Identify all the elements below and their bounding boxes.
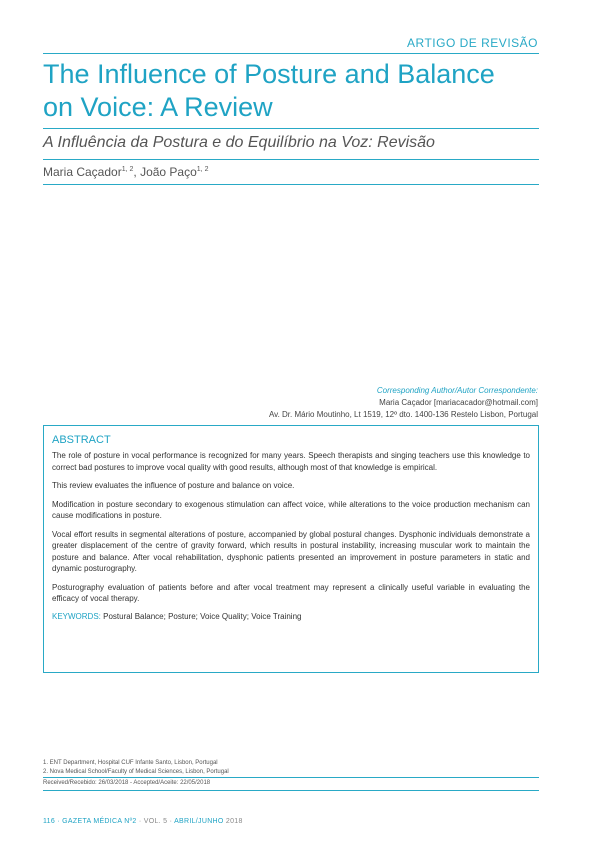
- section-label: ARTIGO DE REVISÃO: [407, 36, 538, 50]
- abstract-paragraph: The role of posture in vocal performance is recognized for many years. Speech therapists and singing teachers use this knowledge to correct bad postures to improve vocal quality with good results, although most of that knowledge is empirical.: [52, 451, 530, 472]
- correspondence-address: Av. Dr. Mário Moutinho, Lt 1519, 12º dto. 1400-136 Restelo Lisbon, Portugal: [268, 410, 538, 419]
- correspondence-block: [269, 385, 538, 421]
- affiliation-footnotes: [43, 759, 229, 777]
- article-title: [43, 58, 543, 124]
- author-separator: ,: [133, 165, 141, 179]
- journal-volume: · VOL. 5 ·: [138, 818, 175, 825]
- footnote-2: 2. Nova Medical School/Faculty of Medical Sciences, Lisbon, Portugal: [43, 769, 229, 775]
- author-list: [43, 165, 208, 179]
- author-affiliation: 1, 2: [196, 166, 209, 173]
- abstract-paragraph: Vocal effort results in segmental alterations of posture, accompanied by global postural changes. Dysphonic individuals demonstrate a greater displacement of the centre of gravity forward, which results in postural instability, increasing muscular work to maintain the posture and balance. After vocal rehabilitation, dysphonic patients presented an improvement in posture parameters in static and dynamic posturography.: [52, 529, 530, 573]
- footnotes-rule: [43, 777, 539, 778]
- journal-issue: ABRIL/JUNHO: [174, 818, 224, 825]
- header-rule: [43, 53, 539, 54]
- keywords-label: KEYWORDS:: [52, 611, 101, 621]
- author-affiliation: 1, 2: [121, 166, 134, 173]
- abstract-paragraph: Posturography evaluation of patients before and after vocal treatment may represent a clinically useful variable in evaluating the efficacy of vocal therapy.: [52, 582, 530, 603]
- author-name: Maria Caçador: [43, 165, 122, 179]
- author-name: João Paço: [140, 165, 197, 179]
- abstract-paragraph: This review evaluates the influence of posture and balance on voice.: [52, 481, 295, 490]
- correspondence-heading: Corresponding Author/Autor Correspondente:: [376, 386, 538, 395]
- page-number: 116: [43, 818, 56, 825]
- title-line-1: The Influence of Posture and Balance: [43, 59, 495, 89]
- authors-rule: [43, 184, 539, 185]
- footnote-1: 1. ENT Department, Hospital CUF Infante Santo, Lisbon, Portugal: [43, 760, 218, 766]
- page-footer: [43, 818, 243, 825]
- dates-rule: [43, 790, 539, 791]
- received-accepted-dates: Received/Recebido: 26/03/2018 - Accepted/Aceite: 22/05/2018: [43, 780, 211, 786]
- article-subtitle: A Influência da Postura e do Equilíbrio na Voz: Revisão: [43, 134, 435, 151]
- keywords-list: Postural Balance; Posture; Voice Quality; Voice Training: [103, 611, 302, 621]
- abstract-title: ABSTRACT: [52, 434, 111, 446]
- keywords-line: [52, 612, 530, 621]
- correspondence-name-email: Maria Caçador [mariacacador@hotmail.com]: [379, 398, 538, 407]
- abstract-paragraph: Modification in posture secondary to exogenous stimulation can affect voice, while alterations to the voice production mechanism can cause modifications in posture.: [52, 499, 530, 520]
- subtitle-rule: [43, 159, 539, 160]
- journal-year: 2018: [223, 818, 243, 825]
- journal-name: · GAZETA MÉDICA Nº2: [55, 818, 139, 825]
- abstract-box: [43, 425, 539, 673]
- title-rule: [43, 128, 539, 129]
- title-line-2: on Voice: A Review: [43, 92, 273, 122]
